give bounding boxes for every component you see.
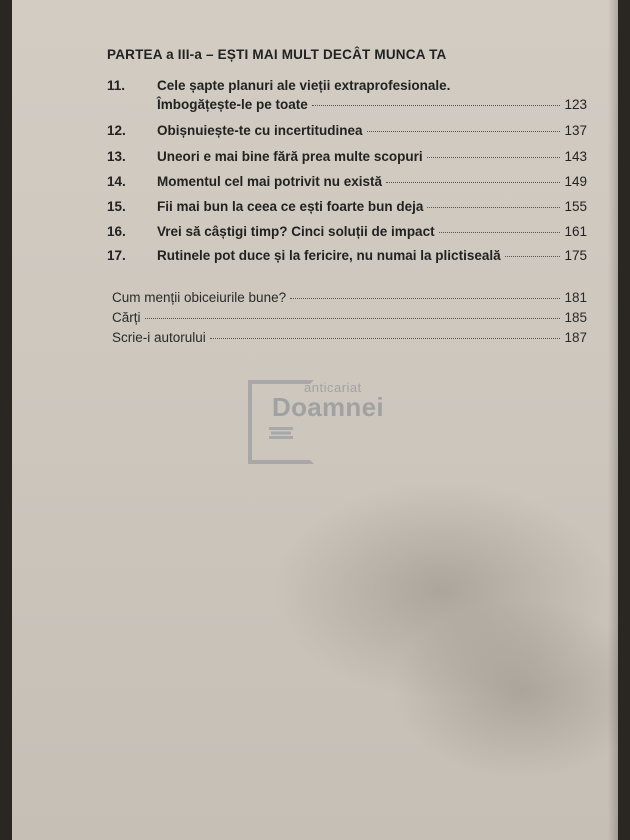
page-number: 123 bbox=[564, 97, 587, 112]
toc-entry bbox=[107, 149, 587, 169]
toc-appendix-entry bbox=[112, 290, 587, 305]
page-number: 155 bbox=[564, 199, 587, 214]
chapter-title: Momentul cel mai potrivit nu există bbox=[157, 174, 383, 189]
toc-appendix-entry bbox=[112, 330, 587, 345]
toc-entry bbox=[107, 123, 587, 143]
chapter-number: 14. bbox=[107, 174, 126, 189]
chapter-number: 17. bbox=[107, 248, 126, 263]
section-heading: PARTEA a III-a – EȘTI MAI MULT DECÂT MUNCA TA bbox=[107, 47, 447, 62]
chapter-title: Cele șapte planuri ale vieții extraprofesionale. bbox=[157, 78, 451, 93]
page-number: 137 bbox=[564, 123, 587, 138]
watermark-small-text: anticariat bbox=[304, 380, 362, 395]
chapter-number: 15. bbox=[107, 199, 126, 214]
appendix-title: Scrie-i autorului bbox=[112, 330, 206, 345]
page-number: 181 bbox=[564, 290, 587, 305]
page-edge-shadow bbox=[608, 0, 618, 840]
page-number: 185 bbox=[564, 310, 587, 325]
toc-entry bbox=[107, 199, 587, 219]
dot-leader bbox=[367, 131, 561, 132]
chapter-number: 11. bbox=[107, 78, 126, 93]
chapter-number: 13. bbox=[107, 149, 126, 164]
chapter-title: Fii mai bun la ceea ce ești foarte bun deja bbox=[157, 199, 424, 214]
chapter-number: 16. bbox=[107, 224, 126, 239]
dot-leader bbox=[427, 157, 561, 158]
dot-leader bbox=[312, 105, 561, 106]
toc-entry bbox=[107, 224, 587, 244]
toc-entry bbox=[107, 78, 587, 118]
dot-leader bbox=[427, 207, 560, 208]
chapter-title: Uneori e mai bine fără prea multe scopuri bbox=[157, 149, 423, 164]
toc-entry bbox=[107, 248, 587, 268]
dot-leader bbox=[505, 256, 561, 257]
chapter-title: Îmbogățește-le pe toate bbox=[157, 97, 308, 112]
dot-leader bbox=[290, 298, 560, 299]
page-number: 161 bbox=[564, 224, 587, 239]
appendix-title: Cum menții obiceiurile bune? bbox=[112, 290, 287, 305]
watermark-big-text: Doamnei bbox=[272, 392, 384, 422]
page-number: 143 bbox=[564, 149, 587, 164]
dot-leader bbox=[439, 232, 561, 233]
dot-leader bbox=[386, 182, 560, 183]
watermark-logo bbox=[240, 378, 420, 463]
chapter-title: Vrei să câștigi timp? Cinci soluții de impact bbox=[157, 224, 435, 239]
toc-entry bbox=[107, 174, 587, 194]
chapter-title: Rutinele pot duce și la fericire, nu numai la plictiseală bbox=[157, 248, 501, 263]
books-icon bbox=[268, 426, 294, 440]
page-number: 149 bbox=[564, 174, 587, 189]
toc-appendix-entry bbox=[112, 310, 587, 325]
appendix-title: Cărți bbox=[112, 310, 141, 325]
chapter-title: Obișnuiește-te cu incertitudinea bbox=[157, 123, 363, 138]
chapter-number: 12. bbox=[107, 123, 126, 138]
page-number: 175 bbox=[564, 248, 587, 263]
dot-leader bbox=[210, 338, 561, 339]
page-number: 187 bbox=[564, 330, 587, 345]
dot-leader bbox=[145, 318, 561, 319]
book-page bbox=[12, 0, 618, 840]
